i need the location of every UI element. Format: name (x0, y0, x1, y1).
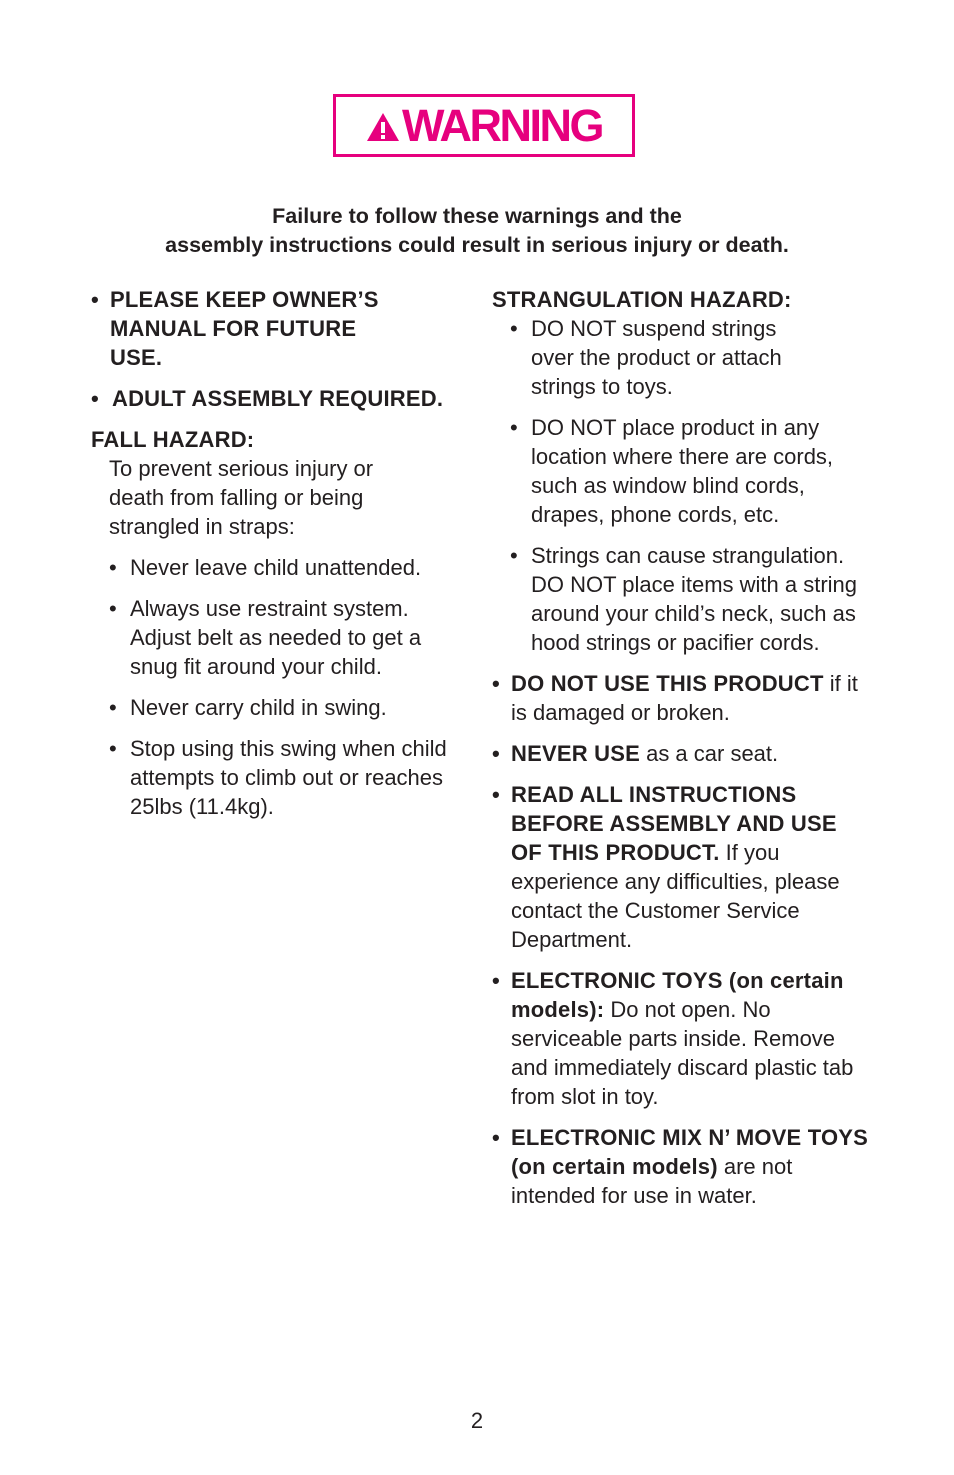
keep-manual-text: PLEASE KEEP OWNER’S MANUAL FOR FUTURE USE. (110, 287, 379, 370)
keep-manual-item: • PLEASE KEEP OWNER’S MANUAL FOR FUTURE USE. (91, 285, 401, 372)
page-number: 2 (470, 1408, 484, 1433)
fall-bullet-1: • Never leave child unattended. (91, 553, 471, 582)
warning-triangle-icon (366, 112, 400, 142)
strang-bullet-2: • DO NOT place product in any location where there are cords, such as window blind cords, drapes, phone cords, etc. (492, 413, 876, 529)
warning-banner (333, 94, 635, 157)
fall-bullet-3-text: Never carry child in swing. (130, 695, 387, 720)
fall-bullet-2: • Always use restraint system. Adjust belt as needed to get a snug fit around your child. (91, 594, 440, 681)
strang-bullet-3-text: Strings can cause strangulation. DO NOT place items with a string around your child’s neck, such as hood strings or pacifier cords. (531, 543, 858, 655)
do-not-use-rest: if it is damaged or broken. (511, 671, 858, 725)
read-instructions-item: • READ ALL INSTRUCTIONS BEFORE ASSEMBLY AND USE OF THIS PRODUCT. If you experience any difficulties, please contact the Customer Service Department. (492, 782, 840, 952)
never-use-item: • NEVER USE as a car seat. (492, 741, 779, 766)
electronic-toys-bold: ELECTRONIC TOYS (on certain models): (511, 968, 844, 1022)
fall-bullet-2-text: Always use restraint system. Adjust belt as needed to get a snug fit around your child. (130, 596, 422, 679)
fall-bullet-1-text: Never leave child unattended. (130, 555, 422, 580)
strangulation-heading: STRANGULATION HAZARD: (492, 287, 792, 312)
mix-n-move-item: • ELECTRONIC MIX N’ MOVE TOYS (on certain models) are not intended for use in water. (492, 1125, 869, 1208)
never-use-bold: NEVER USE (511, 741, 640, 766)
do-not-use-bold: DO NOT USE THIS PRODUCT (511, 671, 824, 696)
do-not-use-item: • DO NOT USE THIS PRODUCT if it is damaged or broken. (492, 671, 858, 725)
never-use-rest: as a car seat. (646, 741, 779, 766)
mix-n-move-bold: ELECTRONIC MIX N’ MOVE TOYS (on certain models) (511, 1125, 869, 1179)
strang-bullet-3: • Strings can cause strangulation. DO NOT place items with a string around your child’s neck, such as hood strings or pacifier cords. (492, 541, 876, 657)
fall-hazard-intro: To prevent serious injury or death from falling or being strangled in straps: (109, 456, 374, 539)
warning-title: WARNING (402, 100, 602, 151)
strang-bullet-1: • DO NOT suspend strings over the product or attach strings to toys. (492, 314, 821, 401)
strang-bullet-2-text: DO NOT place product in any location where there are cords, such as window blind cords, drapes, phone cords, etc. (531, 415, 834, 527)
intro-line-1: Failure to follow these warnings and the (272, 204, 682, 228)
mix-n-move-rest: are not intended for use in water. (511, 1154, 793, 1208)
intro-warning (60, 202, 894, 260)
electronic-toys-item: • ELECTRONIC TOYS (on certain models): Do not open. No serviceable parts inside. Remove and immediately discard plastic tab from slot in toy. (492, 968, 854, 1109)
adult-assembly-item: • ADULT ASSEMBLY REQUIRED. (91, 384, 471, 413)
intro-line-2: assembly instructions could result in serious injury or death. (165, 233, 789, 257)
right-column (492, 285, 882, 1210)
electronic-toys-rest: Do not open. No serviceable parts inside. Remove and immediately discard plastic tab from slot in toy. (511, 997, 854, 1109)
strang-bullet-1-text: DO NOT suspend strings over the product or attach strings to toys. (531, 316, 782, 399)
fall-bullet-4-text: Stop using this swing when child attempts to climb out or reaches 25lbs (11.4kg). (130, 736, 447, 819)
adult-assembly-text: ADULT ASSEMBLY REQUIRED. (112, 386, 444, 411)
fall-bullet-4: • Stop using this swing when child attempts to climb out or reaches 25lbs (11.4kg). (91, 734, 460, 821)
left-column (91, 285, 471, 821)
read-instructions-rest: If you experience any difficulties, please contact the Customer Service Department. (511, 840, 840, 952)
fall-hazard-heading: FALL HAZARD: (91, 427, 255, 452)
fall-bullet-3: • Never carry child in swing. (91, 693, 471, 722)
read-instructions-bold: READ ALL INSTRUCTIONS BEFORE ASSEMBLY AND USE OF THIS PRODUCT. (511, 782, 837, 865)
